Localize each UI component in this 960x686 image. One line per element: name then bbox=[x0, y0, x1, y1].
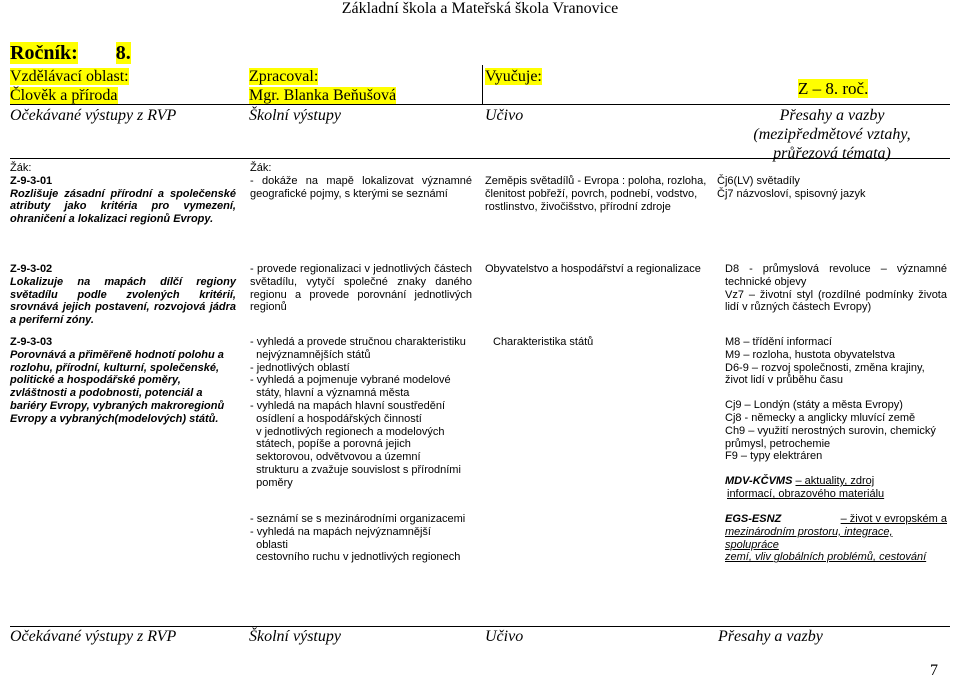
grade-line bbox=[10, 42, 131, 65]
rvp-zak-label: Žák: bbox=[10, 162, 32, 174]
cross-link-item: D6-9 – rozvoj společnosti, změna krajiny, bbox=[725, 361, 925, 374]
rvp-cell-3 bbox=[10, 336, 236, 426]
teacher-label: Vyučuje: bbox=[485, 68, 542, 85]
mdv-label: MDV-KČVMS bbox=[725, 475, 793, 488]
subject-area bbox=[10, 67, 129, 105]
school-line: nejvýznamnějších států bbox=[250, 348, 371, 361]
school-text: - dokáže na mapě lokalizovat významné geografické pojmy, s kterými se seznámí bbox=[250, 174, 472, 200]
cross-link-item: život lidí v průběhu času bbox=[725, 374, 844, 387]
header-curriculum: Učivo bbox=[485, 107, 524, 124]
grade-value: 8. bbox=[115, 42, 131, 64]
cross-links-cell-3 bbox=[725, 336, 949, 501]
cross-links-cell-2: D8 - průmyslová revoluce – významné technické objevy Vz7 – životní styl (rozdílné podmínky života lidí v různých částech Evropy) bbox=[725, 263, 947, 314]
footer-school-outputs: Školní výstupy bbox=[249, 628, 341, 645]
header-cross-links-line2: (mezipředmětové vztahy, bbox=[753, 126, 911, 143]
header-cross-links-line1: Přesahy a vazby bbox=[779, 107, 885, 124]
school-cell-3 bbox=[250, 336, 482, 490]
cross-link-item: F9 – typy elektráren bbox=[725, 450, 823, 463]
curriculum-cell-1: Zeměpis světadílů - Evropa : poloha, rozloha, členitost pobřeží, povrch, podnebí, vodstvo, rostlinstvo, živočišstvo, přírodní zdroje bbox=[485, 175, 707, 213]
header-cross-links-line3: průřezová témata) bbox=[773, 145, 891, 162]
egs-text-3: zemí, vliv globálních problémů, cestování bbox=[725, 551, 927, 564]
subject-code bbox=[798, 79, 868, 99]
school-line: poměry bbox=[250, 476, 293, 489]
school-name: Základní škola a Mateřská škola Vranovice bbox=[341, 0, 619, 17]
school-line: - vyhledá a pojmenuje vybrané modelové bbox=[250, 374, 451, 387]
cross-link-item: Čj6(LV) světadíly bbox=[717, 175, 800, 187]
school-line: sektorovou, odvětvovou a územní bbox=[250, 451, 421, 464]
mdv-text-2: informací, obrazového materiálu bbox=[727, 487, 885, 500]
header-cross-links bbox=[716, 106, 948, 163]
school-line: - vyhledá na mapách nejvýznamnější bbox=[250, 525, 431, 538]
school-line: - vyhledá na mapách hlavní soustředění bbox=[250, 399, 446, 412]
author-label: Zpracoval: bbox=[249, 68, 319, 85]
cross-link-item: Cj8 - německy a anglicky mluvící země bbox=[725, 411, 916, 424]
egs-text-1: – život v evropském a bbox=[840, 513, 947, 525]
cross-links-cell-4 bbox=[725, 513, 947, 564]
rvp-cell-1 bbox=[10, 162, 236, 226]
school-line: v jednotlivých regionech a modelových bbox=[250, 425, 445, 438]
school-cell-2: - provede regionalizaci v jednotlivých částech světadílu, vytyčí společné znaky daného regionu a provede porovnání jednotlivých regionů bbox=[250, 263, 472, 314]
school-line: státech, popíše a porovná jejich bbox=[250, 438, 411, 451]
rvp-text: Porovnává a přiměřeně hodnotí polohu a rozlohu, přírodní, kulturní, společenské, politické a hospodářské poměry, zvláštnosti a podobnosti, potenciál a bariéry Evropy, vybraných makroregionů Evropy a vybraných(modelových) států. bbox=[10, 348, 225, 425]
grade-label: Ročník: bbox=[10, 42, 78, 64]
rvp-code: Z-9-3-03 bbox=[10, 336, 53, 348]
author-value: Mgr. Blanka Beňušová bbox=[249, 87, 397, 104]
footer-rvp: Očekávané výstupy z RVP bbox=[10, 628, 177, 645]
rvp-text: Lokalizuje na mapách dílčí regiony světadílu podle zvolených kritérií, srovnává jejich postavení, rozvojová jádra a periferní zóny. bbox=[10, 275, 236, 327]
mdv-theme bbox=[725, 475, 949, 488]
cross-link-item: M8 – třídění informací bbox=[725, 336, 832, 348]
subject-area-label: Vzdělávací oblast: bbox=[10, 68, 129, 85]
school-line: oblasti bbox=[250, 538, 288, 551]
mdv-text-1: – aktuality, zdroj bbox=[795, 475, 875, 488]
rvp-code: Z-9-3-01 bbox=[10, 174, 53, 187]
rule-meta-divider bbox=[482, 65, 483, 104]
header-school-outputs: Školní výstupy bbox=[249, 107, 341, 124]
school-line: - seznámí se s mezinárodními organizacemi bbox=[250, 513, 466, 525]
cross-link-item: Cj9 – Londýn (státy a města Evropy) bbox=[725, 399, 903, 412]
footer-cross-links: Přesahy a vazby bbox=[718, 628, 823, 645]
page-number: 7 bbox=[930, 662, 938, 679]
footer-curriculum: Učivo bbox=[485, 628, 524, 645]
school-line: osídlení a hospodářských činností bbox=[250, 412, 422, 425]
rvp-code: Z-9-3-02 bbox=[10, 263, 53, 275]
cross-link-item: M9 – rozloha, hustota obyvatelstva bbox=[725, 348, 895, 361]
subject-area-value: Člověk a příroda bbox=[10, 87, 118, 104]
school-line: strukturu a zvažuje souvislost s přírodními bbox=[250, 463, 461, 476]
rule-header-bottom bbox=[10, 158, 950, 159]
teacher-block bbox=[485, 67, 542, 86]
school-line: - jednotlivých oblastí bbox=[250, 361, 350, 374]
curriculum-cell-2: Obyvatelstvo a hospodářství a regionalizace bbox=[485, 263, 701, 275]
subject-code-text: Z – 8. roč. bbox=[798, 79, 869, 98]
rvp-cell-2 bbox=[10, 263, 236, 327]
school-cell-4 bbox=[250, 513, 482, 564]
egs-text-2: mezinárodním prostoru, integrace, spolupráce bbox=[725, 525, 893, 551]
egs-label: EGS-ESNZ bbox=[725, 513, 782, 525]
school-zak-label: Žák: bbox=[250, 162, 272, 174]
school-line: cestovního ruchu v jednotlivých regionech bbox=[250, 551, 461, 564]
rvp-text: Rozlišuje zásadní přírodní a společenské atributy jako kritéria pro vymezení, ohraničení a lokalizaci regionů Evropy. bbox=[10, 187, 236, 226]
cross-link-item: Ch9 – využití nerostných surovin, chemický bbox=[725, 424, 936, 437]
author-block bbox=[249, 67, 396, 105]
header-rvp: Očekávané výstupy z RVP bbox=[10, 107, 177, 124]
school-line: - vyhledá a provede stručnou charakteristiku bbox=[250, 336, 466, 348]
cross-link-item: průmysl, petrochemie bbox=[725, 437, 831, 450]
curriculum-cell-3: Charakteristika států bbox=[493, 336, 594, 348]
cross-links-cell-1 bbox=[717, 175, 949, 201]
rule-top bbox=[10, 104, 950, 105]
school-line: státy, hlavní a významná města bbox=[250, 387, 410, 400]
school-cell-1 bbox=[250, 162, 472, 200]
cross-link-item: Čj7 názvosloví, spisovný jazyk bbox=[717, 187, 866, 200]
